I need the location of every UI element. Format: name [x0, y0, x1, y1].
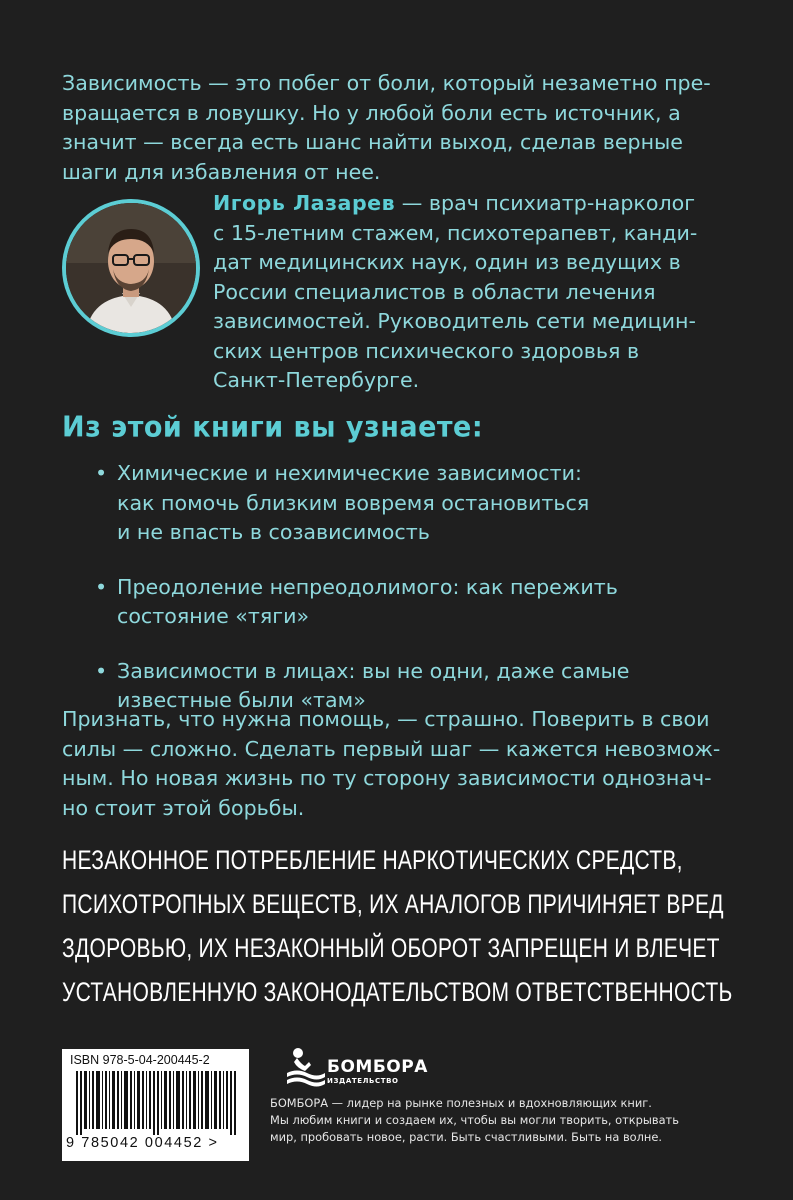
- author-photo: [62, 199, 200, 337]
- list-item-line: Преодоление непреодолимого: как пережить: [117, 574, 618, 599]
- outro-line: Признать, что нужна помощь, — страшно. Поверить в свои: [62, 707, 710, 731]
- author-bio-line: зависимостей. Руководитель сети медицин-: [213, 309, 696, 333]
- author-portrait-image: [66, 203, 196, 333]
- list-item-line: состояние «тяги»: [117, 604, 310, 628]
- barcode: [62, 1049, 249, 1161]
- author-bio-line: ских центров психического здоровья в: [213, 338, 640, 363]
- warning-line: НЕЗАКОННОЕ ПОТРЕБЛЕНИЕ НАРКОТИЧЕСКИХ СРЕДСТВ,: [62, 845, 683, 875]
- intro-line: значит — всегда есть шанс найти выход, сделав верные: [62, 130, 683, 154]
- bombora-logo-icon: [283, 1046, 327, 1088]
- list-item: [95, 459, 735, 548]
- author-bio-line: дат медицинских наук, один из ведущих в: [213, 250, 681, 274]
- outro-line: но стоит этой борьбы.: [62, 795, 305, 820]
- publisher-desc-line: БОМБОРА — лидер на рынке полезных и вдохновляющих книг.: [270, 1096, 652, 1110]
- list-item-line: известные были «там»: [117, 688, 366, 712]
- outro-line: ным. Но новая жизнь по ту сторону зависимости однознач-: [62, 766, 712, 790]
- barcode-bars: [76, 1071, 236, 1135]
- list-item-line: как помочь близким вовремя остановиться: [117, 490, 590, 515]
- publisher-desc-line: Мы любим книги и создаем их, чтобы вы могли творить, открывать: [270, 1113, 679, 1127]
- intro-line: шаги для избавления от нее.: [62, 159, 381, 184]
- legal-warning: [62, 838, 748, 1014]
- barcode-number: 9 785042 004452 >: [66, 1135, 219, 1151]
- warning-line: ЗДОРОВЬЮ, ИХ НЕЗАКОННЫЙ ОБОРОТ ЗАПРЕЩЕН И ВЛЕЧЕТ: [62, 933, 720, 963]
- learn-list: [95, 459, 735, 716]
- author-bio-line: — врач психиатр-нарколог: [395, 191, 696, 215]
- list-item-line: и не впасть в созависимость: [117, 520, 430, 544]
- publisher-name: БОМБОРА: [327, 1057, 428, 1077]
- intro-line: вращается в ловушку. Но у любой боли есть источник, а: [62, 100, 681, 125]
- author-name: Игорь Лазарев: [213, 191, 396, 215]
- warning-line: ПСИХОТРОПНЫХ ВЕЩЕСТВ, ИХ АНАЛОГОВ ПРИЧИНЯЕТ ВРЕД: [62, 889, 724, 919]
- author-bio-line: Санкт-Петербурге.: [213, 368, 420, 392]
- warning-line: УСТАНОВЛЕННУЮ ЗАКОНОДАТЕЛЬСТВОМ ОТВЕТСТВЕННОСТЬ: [62, 977, 733, 1007]
- outro-line: силы — сложно. Сделать первый шаг — кажется невозмож-: [62, 736, 721, 761]
- list-item-line: Зависимости в лицах: вы не одни, даже самые: [117, 658, 630, 683]
- publisher-description: [270, 1095, 710, 1146]
- list-item-line: Химические и нехимические зависимости:: [117, 461, 582, 485]
- outro-paragraph: [62, 705, 742, 823]
- intro-paragraph: [62, 69, 742, 187]
- intro-line: Зависимость — это побег от боли, который незаметно пре-: [62, 71, 711, 95]
- isbn-label: ISBN 978-5-04-200445-2: [70, 1053, 210, 1067]
- author-bio-line: России специалистов в области лечения: [213, 279, 656, 304]
- publisher-subtitle: ИЗДАТЕЛЬСТВО: [327, 1077, 399, 1085]
- list-item: [95, 573, 735, 632]
- author-bio-line: с 15-летним стажем, психотерапевт, канди-: [213, 220, 698, 245]
- learn-heading: Из этой книги вы узнаете:: [62, 411, 484, 444]
- publisher-desc-line: мир, пробовать новое, расти. Быть счастливыми. Быть на волне.: [270, 1130, 663, 1144]
- author-bio: [213, 189, 733, 396]
